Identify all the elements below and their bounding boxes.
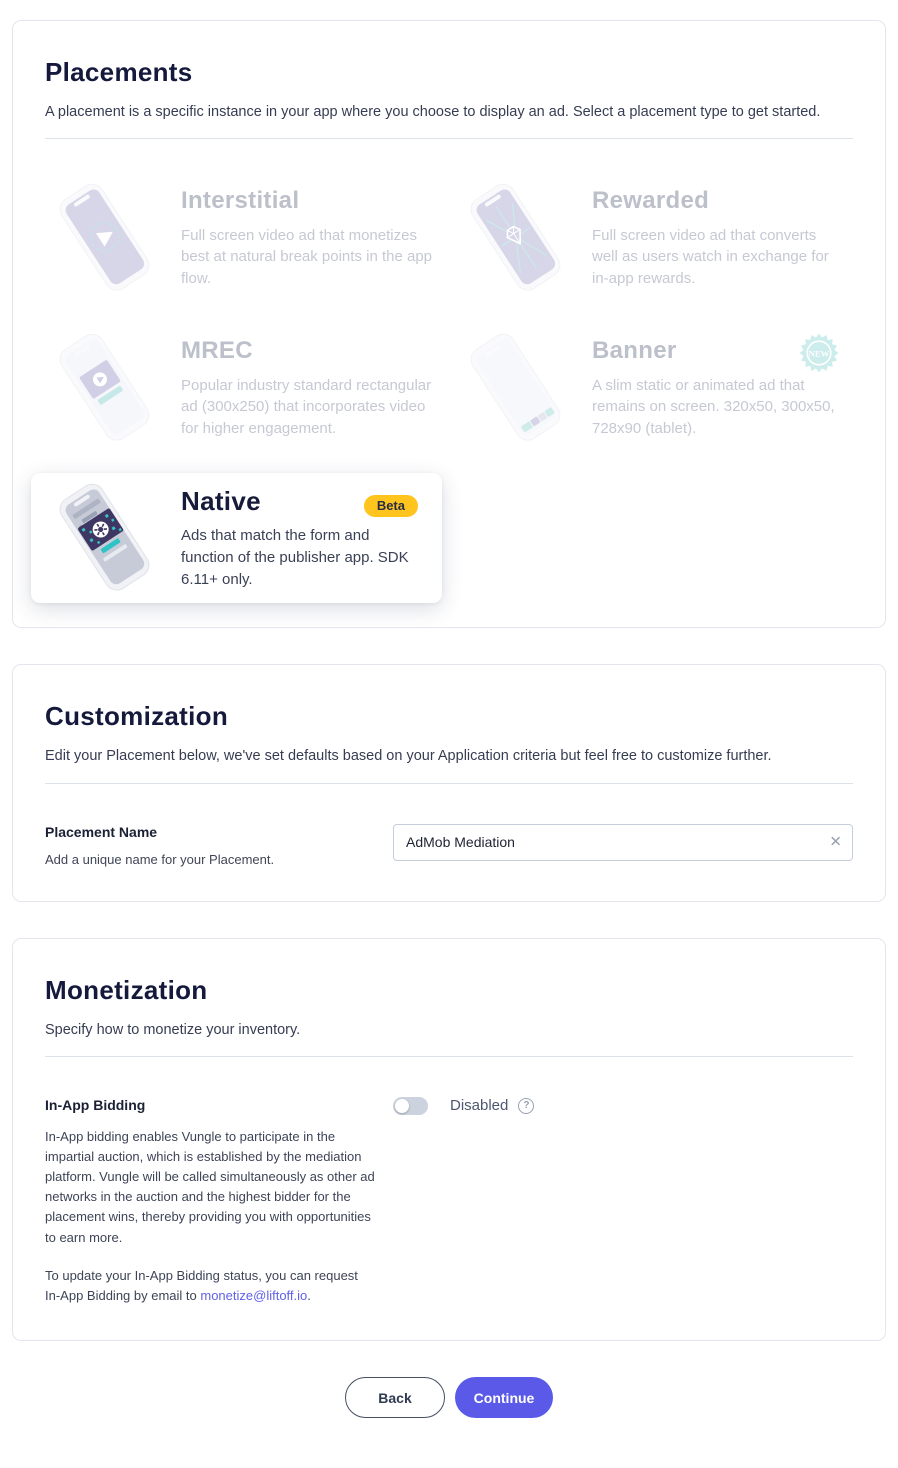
in-app-bidding-description: In-App bidding enables Vungle to participate in the impartial auction, which is established by the mediation platform. Vungle will be called simultaneously as other ad networks in the auction and the highest bidder for the placement wins, thereby providing you with opportunities to earn more. (45, 1128, 375, 1245)
placement-name-input[interactable] (406, 834, 818, 850)
option-description: Full screen video ad that converts well as users watch in exchange for in-app rewards. (592, 226, 829, 288)
placement-type-grid (45, 183, 853, 593)
mrec-phone-icon (45, 333, 165, 443)
monetization-title: Monetization (45, 974, 208, 1005)
in-app-bidding-label: In-App Bidding (45, 1096, 146, 1113)
placement-option-mrec[interactable] (45, 333, 442, 443)
rewarded-phone-icon (456, 183, 576, 293)
placement-name-field-wrap (393, 824, 853, 861)
option-title: Native (181, 486, 261, 517)
option-description: A slim static or animated ad that remains on screen. 320x50, 300x50, 728x90 (tablet). (592, 376, 835, 438)
placement-option-rewarded[interactable] (456, 183, 853, 293)
placement-option-native[interactable] (31, 473, 442, 603)
question-circle-icon[interactable]: ? (518, 1098, 534, 1114)
option-description: Full screen video ad that monetizes best at natural break points in the app flow. (181, 226, 433, 288)
toggle-knob (395, 1099, 409, 1113)
placement-name-row (45, 824, 853, 867)
native-phone-icon (45, 483, 165, 593)
back-button[interactable]: Back (345, 1377, 445, 1418)
in-app-bidding-row (45, 1097, 853, 1306)
continue-button[interactable]: Continue (455, 1377, 553, 1418)
in-app-bidding-toggle-row (393, 1097, 853, 1115)
option-title: Interstitial (181, 186, 300, 214)
option-title: Banner (592, 336, 677, 364)
x-clear-icon[interactable]: ✕ (829, 833, 842, 851)
customization-card (12, 664, 886, 901)
placement-name-label: Placement Name (45, 823, 158, 840)
option-description: Ads that match the form and function of the publisher app. SDK 6.11+ only. (181, 527, 409, 588)
option-title: Rewarded (592, 186, 710, 214)
option-description: Popular industry standard rectangular ad (300x250) that incorporates video for higher engagement. (181, 376, 432, 438)
monetize-email-link[interactable]: monetize@liftoff.io (200, 1287, 308, 1303)
new-badge-icon (799, 333, 839, 373)
in-app-bidding-note: To update your In-App Bidding status, you can request In-App Bidding by email to monetize@liftoff.io. (45, 1267, 358, 1303)
divider (45, 783, 853, 784)
placement-name-helper: Add a unique name for your Placement. (45, 851, 275, 867)
in-app-bidding-status: Disabled (450, 1097, 509, 1115)
option-title: MREC (181, 336, 253, 364)
divider (45, 1056, 853, 1057)
placements-card (12, 20, 886, 628)
monetization-subtitle: Specify how to monetize your inventory. (45, 1021, 301, 1038)
placement-option-banner[interactable] (456, 333, 853, 443)
customization-subtitle: Edit your Placement below, we've set defaults based on your Application criteria but feel free to customize further. (45, 748, 772, 765)
placements-title: Placements (45, 57, 193, 87)
interstitial-phone-icon (45, 183, 165, 293)
banner-phone-icon (456, 333, 576, 443)
monetization-card (12, 938, 886, 1341)
customization-title: Customization (45, 701, 229, 732)
divider (45, 138, 853, 139)
placement-option-interstitial[interactable] (45, 183, 442, 293)
beta-badge: Beta (364, 495, 418, 517)
placements-subtitle: A placement is a specific instance in your app where you choose to display an ad. Select a placement type to get started. (45, 104, 821, 120)
footer-actions (12, 1377, 886, 1438)
svg-text:NEW: NEW (808, 348, 830, 359)
in-app-bidding-toggle[interactable] (393, 1097, 428, 1115)
